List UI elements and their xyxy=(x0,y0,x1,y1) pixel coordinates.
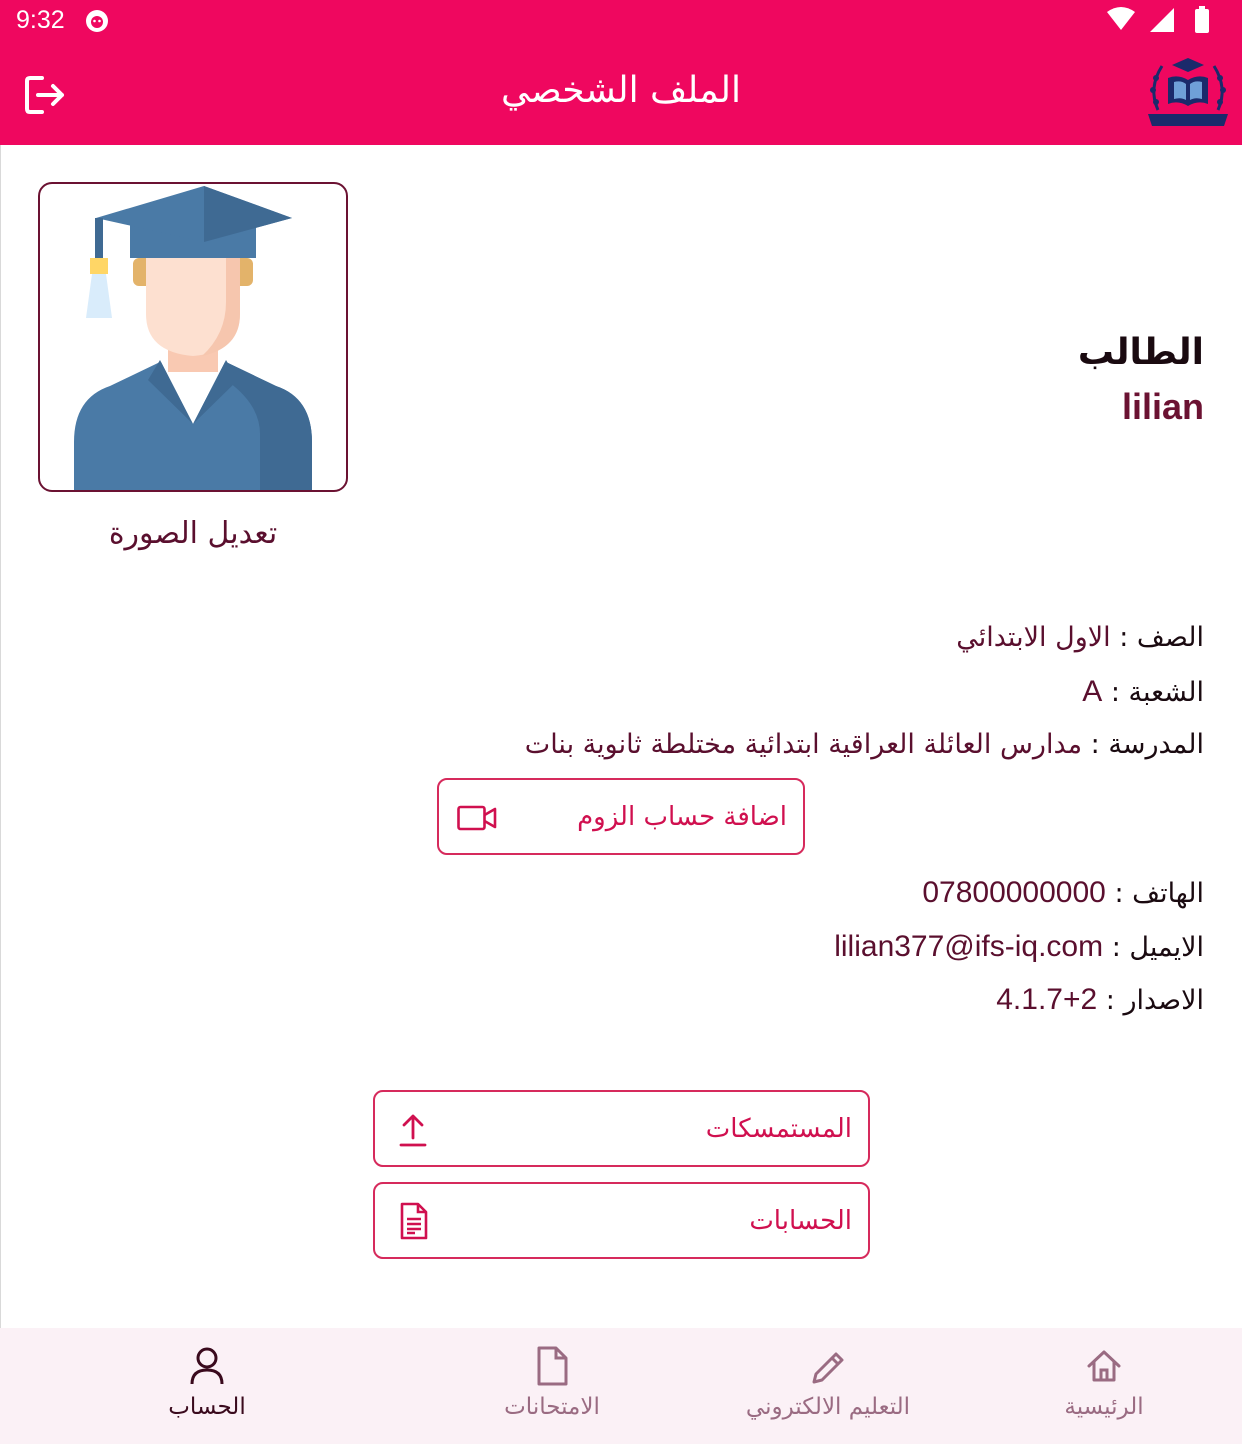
documents-label: المستمسكات xyxy=(705,1114,852,1144)
grade-row xyxy=(956,622,1204,653)
version-value: 4.1.7+2 xyxy=(996,983,1098,1016)
graduate-avatar-icon xyxy=(40,184,346,490)
nav-home[interactable] xyxy=(1004,1328,1204,1444)
pencil-icon xyxy=(810,1346,846,1386)
version-row xyxy=(996,983,1204,1017)
student-name: lilian xyxy=(1121,386,1204,427)
email-key: الايميل : xyxy=(1103,932,1204,963)
page-left-border xyxy=(0,145,1,1328)
grade-key: الصف : xyxy=(1110,622,1204,653)
page-title: الملف الشخصي xyxy=(501,70,741,111)
version-key: الاصدار : xyxy=(1097,985,1204,1016)
grade-value: الاول الابتدائي xyxy=(956,622,1111,653)
role-label: الطالب xyxy=(1077,332,1204,373)
accounts-label: الحسابات xyxy=(749,1206,852,1236)
profile-avatar[interactable] xyxy=(38,182,348,492)
nav-account[interactable] xyxy=(107,1328,307,1444)
section-row xyxy=(1082,675,1204,709)
wifi-icon xyxy=(1106,6,1136,32)
home-icon xyxy=(1086,1346,1122,1386)
nav-exams-label: الامتحانات xyxy=(504,1394,600,1420)
battery-icon xyxy=(1194,6,1210,34)
school-value: مدارس العائلة العراقية ابتدائية مختلطة ثانوية بنات xyxy=(524,729,1083,760)
section-key: الشعبة : xyxy=(1102,677,1204,708)
add-zoom-account-button[interactable] xyxy=(437,778,805,855)
phone-key: الهاتف : xyxy=(1105,878,1204,909)
add-zoom-account-label: اضافة حساب الزوم xyxy=(577,802,787,832)
email-row xyxy=(834,930,1204,964)
email-value: lilian377@ifs-iq.com xyxy=(834,930,1104,963)
nav-elearning[interactable] xyxy=(728,1328,928,1444)
section-value: A xyxy=(1082,675,1103,708)
status-time: 9:32 xyxy=(16,6,65,34)
status-bar xyxy=(0,0,1242,44)
upload-icon xyxy=(399,1112,427,1148)
edit-photo-button[interactable]: تعديل الصورة xyxy=(108,516,278,551)
nav-home-label: الرئيسية xyxy=(1064,1394,1144,1420)
nav-exams[interactable] xyxy=(452,1328,652,1444)
nav-account-label: الحساب xyxy=(168,1394,246,1420)
app-bar xyxy=(0,44,1242,145)
document-icon xyxy=(399,1202,429,1240)
signal-icon xyxy=(1148,6,1176,34)
school-row xyxy=(525,729,1204,760)
bottom-navigation xyxy=(0,1328,1242,1444)
person-icon xyxy=(189,1346,225,1386)
app-notification-icon xyxy=(84,8,110,34)
school-logo xyxy=(1144,52,1232,134)
phone-row xyxy=(922,876,1204,910)
nav-elearning-label: التعليم الالكتروني xyxy=(745,1394,911,1420)
video-camera-icon xyxy=(457,804,497,832)
phone-value: 07800000000 xyxy=(922,876,1106,909)
documents-button[interactable] xyxy=(373,1090,870,1167)
school-key: المدرسة : xyxy=(1082,729,1204,760)
file-icon xyxy=(534,1346,570,1386)
accounts-button[interactable] xyxy=(373,1182,870,1259)
